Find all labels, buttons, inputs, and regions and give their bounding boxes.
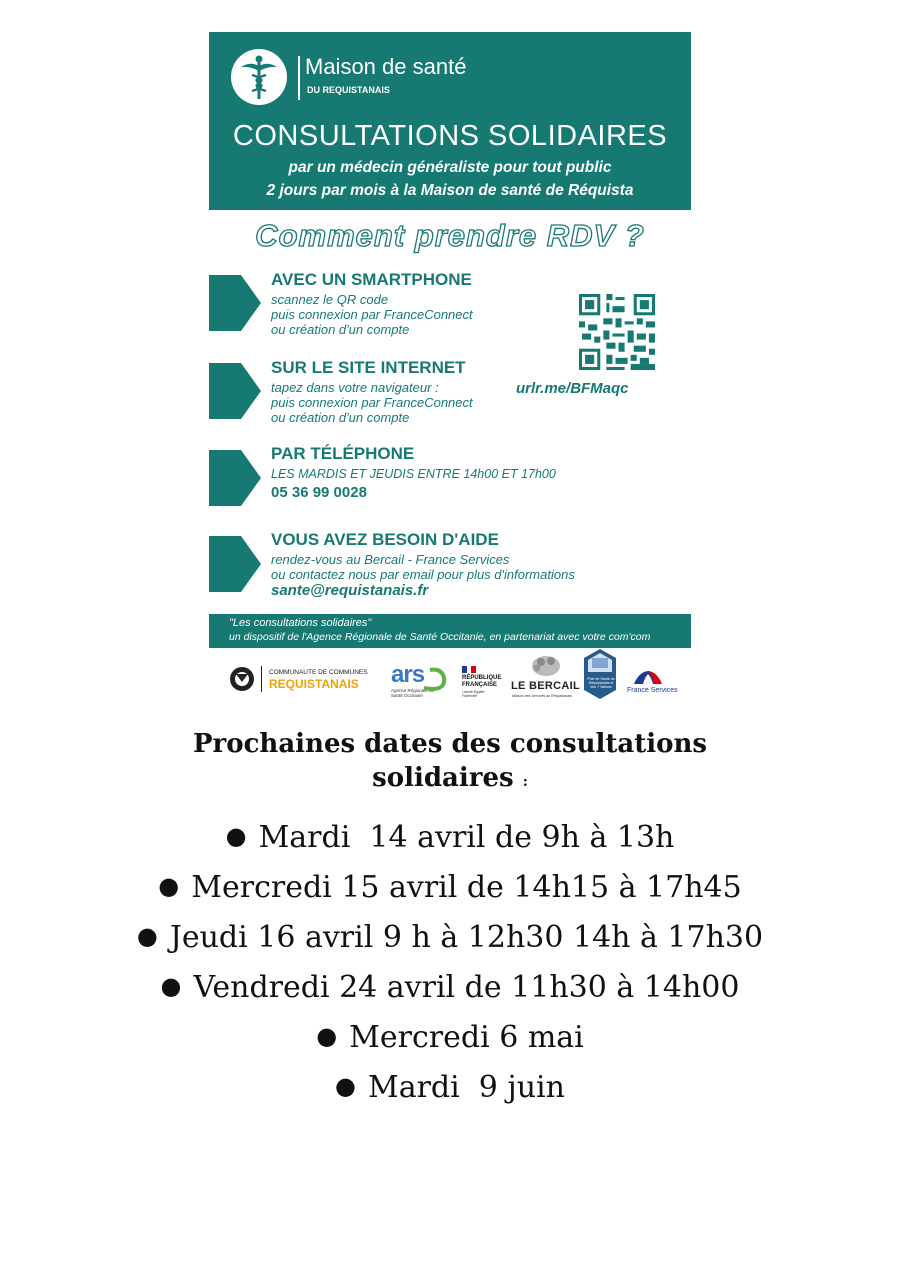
phone-number-link[interactable]: 05 36 99 0028: [271, 484, 367, 501]
bercail-name: LE BERCAIL: [511, 680, 580, 692]
date-text: Mardi 14 avril de 9h à 13h: [258, 820, 675, 855]
date-text: Mardi 9 juin: [367, 1070, 565, 1105]
step-title: VOUS AVEZ BESOIN D'AIDE: [271, 530, 499, 549]
arrow-icon: [209, 536, 261, 592]
poster: [209, 32, 691, 698]
ars-subtitle: Agence Régionale de Santé Occitanie: [391, 688, 435, 698]
rf-flag-icon: [462, 666, 476, 673]
list-item: [0, 812, 900, 862]
arrow-icon: [209, 363, 261, 419]
step-line: puis connexion par FranceConnect: [271, 395, 473, 410]
date-text: Mercredi 6 mai: [349, 1020, 584, 1055]
list-item: [0, 1062, 900, 1112]
poster-footer: [209, 614, 691, 648]
caduceus-logo-icon: [231, 49, 287, 105]
date-text: Mercredi 15 avril de 14h15 à 17h45: [191, 870, 742, 905]
step-line: ou création d'un compte: [271, 410, 410, 425]
list-item: [0, 962, 900, 1012]
footer-line-1: "Les consultations solidaires": [229, 617, 372, 629]
step-website: [209, 358, 691, 428]
ccr-top: COMMUNAUTE DE COMMUNES: [269, 669, 368, 676]
rf-name: RÉPUBLIQUE FRANÇAISE: [462, 675, 502, 688]
ccr-divider: [261, 666, 262, 692]
list-item: [0, 862, 900, 912]
ccr-name: REQUISTANAIS: [269, 677, 359, 691]
email-link[interactable]: sante@requistanais.fr: [271, 582, 429, 599]
step-line: ou contactez nous par email pour plus d'informations: [271, 567, 575, 582]
dates-list: [0, 812, 900, 1112]
step-title: AVEC UN SMARTPHONE: [271, 270, 472, 289]
poster-header: [209, 32, 691, 210]
arrow-icon: [209, 450, 261, 506]
step-title: SUR LE SITE INTERNET: [271, 358, 466, 377]
step-line: tapez dans votre navigateur :: [271, 380, 439, 395]
bullet-icon: ●: [316, 1022, 338, 1050]
france-services-logo-icon: [631, 668, 665, 686]
bercail-sheep-icon: [529, 652, 563, 678]
booking-url-link[interactable]: urlr.me/BFMaqc: [516, 380, 629, 397]
date-text: Jeudi 16 avril 9 h à 12h30 14h à 17h30: [169, 920, 764, 955]
france-services-name: France Services: [627, 687, 678, 694]
dates-title-word: solidaires: [372, 763, 514, 793]
brand-subtitle: DU REQUISTANAIS: [307, 85, 390, 95]
dates-title-line-1: Prochaines dates des consultations: [193, 729, 707, 759]
dates-title-line-2: [0, 761, 900, 799]
bullet-icon: ●: [225, 822, 247, 850]
step-line: scannez le QR code: [271, 292, 389, 307]
arrow-icon: [209, 275, 261, 331]
bullet-icon: ●: [158, 872, 180, 900]
step-line: LES MARDIS ET JEUDIS ENTRE 14h00 ET 17h00: [271, 467, 556, 481]
ars-swoosh-icon: [420, 664, 448, 692]
date-text: Vendredi 24 avril de 11h30 à 14h00: [193, 970, 740, 1005]
pole-sante-name: Pôle de Santé du Réquistanais et des 7 Vallons: [587, 677, 615, 690]
ars-logo: ars: [391, 661, 425, 688]
step-line: ou création d'un compte: [271, 322, 410, 337]
footer-line-2: un dispositif de l'Agence Régionale de Santé Occitanie, en partenariat avec votre com'com: [229, 631, 651, 643]
poster-subtitle-1: par un médecin généraliste pour tout public: [288, 159, 612, 176]
logo-divider: [298, 56, 300, 100]
bullet-icon: ●: [136, 922, 158, 950]
list-item: [0, 912, 900, 962]
step-line: puis connexion par FranceConnect: [271, 307, 473, 322]
dates-title: [0, 727, 900, 799]
partner-logos: [209, 652, 691, 704]
dates-title-colon: :: [522, 774, 528, 790]
pole-sante-badge-icon: [582, 648, 618, 700]
poster-title: CONSULTATIONS SOLIDAIRES: [232, 120, 668, 152]
ccr-logo-icon: [229, 666, 255, 692]
step-help: [209, 530, 691, 602]
poster-subtitle-2: 2 jours par mois à la Maison de santé de Réquista: [266, 182, 634, 199]
brand-name: Maison de santé: [305, 54, 467, 79]
step-title: PAR TÉLÉPHONE: [271, 444, 415, 463]
bullet-icon: ●: [335, 1072, 356, 1100]
list-item: [0, 1012, 900, 1062]
step-phone: [209, 444, 691, 514]
bercail-subtitle: Maison des Services au Réquistanais: [512, 694, 572, 698]
bullet-icon: ●: [160, 972, 182, 1000]
rdv-question: Comment prendre RDV ?: [255, 218, 645, 253]
rf-motto: Liberté Égalité Fraternité: [462, 690, 485, 698]
step-line: rendez-vous au Bercail - France Services: [271, 552, 510, 567]
